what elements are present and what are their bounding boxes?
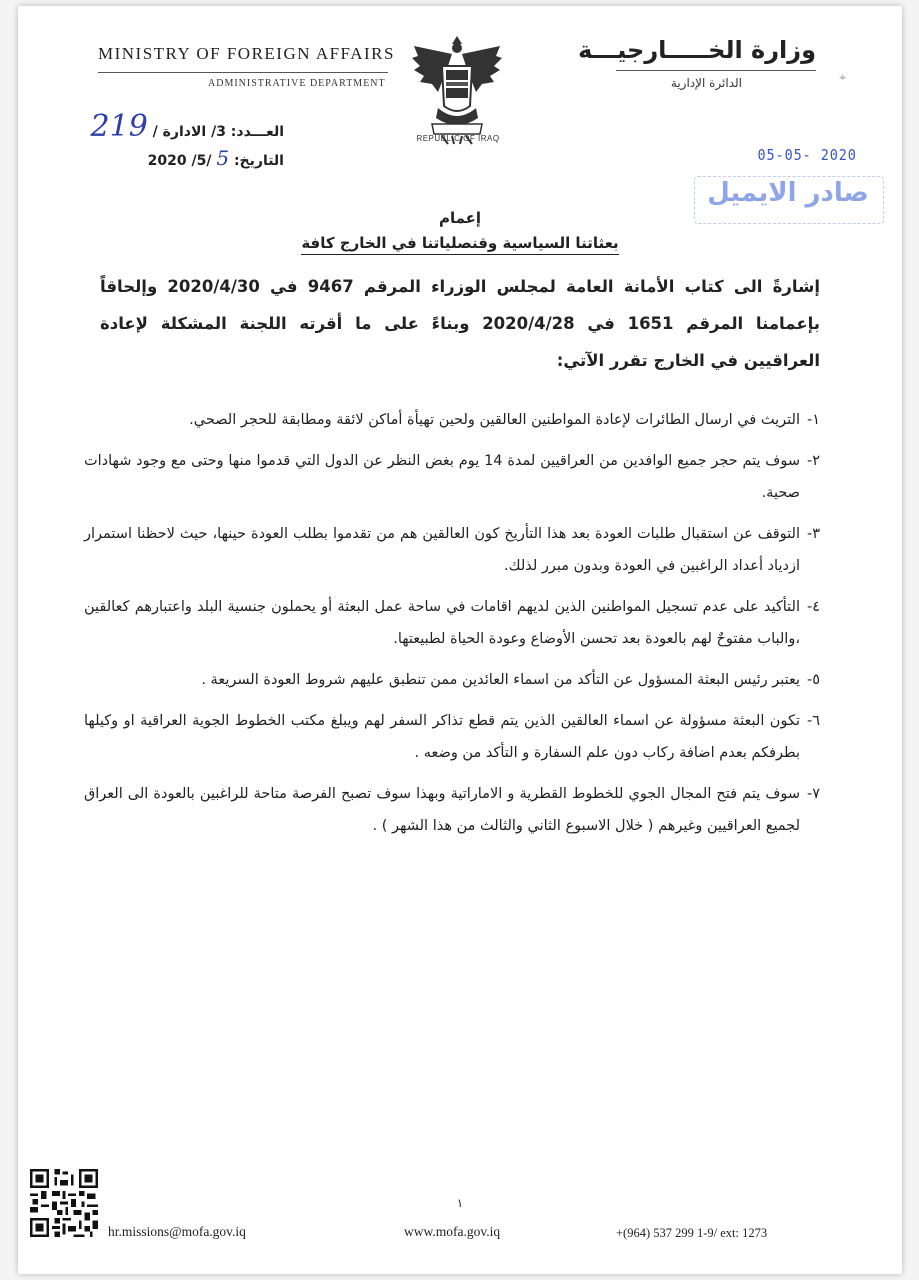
page-number: ١: [456, 1196, 464, 1210]
reference-block: [90, 109, 284, 174]
document-page: [18, 6, 902, 1274]
reference-date-handwritten: 5: [216, 146, 230, 170]
email-stamp-text: صادر الايميل: [707, 178, 869, 208]
emblem-caption: REPUBLIC OF IRAQ: [416, 134, 500, 143]
item-text: سوف يتم حجر جميع الوافدين من العراقيين لمدة 14 يوم بغض النظر عن الدول التي قدموا منها وحتى مع وجود شهادات صحية.: [84, 453, 800, 501]
decision-list: [84, 404, 820, 851]
item-number: ٤-: [806, 599, 820, 615]
header-divider-ar: [616, 70, 816, 71]
ministry-name-en: MINISTRY OF FOREIGN AFFAIRS: [98, 44, 395, 63]
department-name-en: ADMINISTRATIVE DEPARTMENT: [208, 78, 386, 89]
header-divider-en: [98, 72, 388, 73]
intro-paragraph: إشارةً الى كتاب الأمانة العامة لمجلس الوزراء المرقم 9467 في 2020/4/30 وإلحاقاً بإعمامنا المرقم 1651 في 2020/4/28 وبناءً على ما أقرته اللجنة المشكلة لإعادة العراقيين في الخارج تقرر الآتي:: [100, 277, 820, 370]
footer-phone: +(964) 537 299 1-9/ ext: 1273: [616, 1226, 768, 1240]
list-item: [84, 664, 820, 696]
reference-number-handwritten: 219: [90, 109, 148, 144]
item-number: ٢-: [806, 453, 820, 469]
list-item: [84, 445, 820, 509]
footer-email: hr.missions@mofa.gov.iq: [108, 1224, 246, 1239]
item-text: التريث في ارسال الطائرات لإعادة المواطنين العالقين ولحين تهيأة أماكن لائقة ومطابقة للحجر الصحي.: [189, 412, 800, 428]
list-item: [84, 705, 820, 769]
ministry-name-ar: وزارة الخـــــارجيـــة: [578, 36, 816, 64]
item-number: ٣-: [806, 526, 820, 542]
item-text: التأكيد على عدم تسجيل المواطنين الذين لديهم اقامات في ساحة عمل البعثة أو يحملون جنسية البلد واعتبارهم كعالقين ،والباب مفتوحٌ لهم بالعودة بعد تحسن الأوضاع وعودة الحياة لطبيعتها.: [84, 599, 800, 647]
reference-date-label: التاريخ:: [233, 153, 284, 169]
item-text: التوقف عن استقبال طلبات العودة بعد هذا التأريخ كون العالقين هم من تقدموا بطلب العودة حينها، حيث لاحظنا استمرار ازدياد أعداد الراغبين في العودة وبدون مبرر لذلك.: [84, 526, 800, 574]
stamp-date: 05-05- 2020: [757, 146, 857, 164]
list-item: [84, 518, 820, 582]
reference-number: [90, 109, 284, 145]
reference-date: [91, 145, 284, 174]
footer-website: www.mofa.gov.iq: [404, 1224, 501, 1239]
circular-recipients: [18, 234, 902, 252]
qr-code-icon: [30, 1169, 98, 1237]
item-text: يعتبر رئيس البعثة المسؤول عن التأكد من اسماء العائدين ممن تنطبق عليهم شروط العودة السريعة .: [201, 672, 800, 688]
list-item: [84, 591, 820, 655]
list-item: [84, 404, 820, 436]
list-item: [84, 778, 820, 842]
corner-mark-icon: ⌖: [839, 70, 846, 84]
circular-title: إعمام: [438, 209, 482, 227]
reference-number-label: العـــدد: 3/ الادارة /: [152, 124, 284, 140]
department-name-ar: الدائرة الإدارية: [670, 76, 742, 90]
item-number: ٦-: [806, 713, 820, 729]
item-text: سوف يتم فتح المجال الجوي للخطوط القطرية و الاماراتية وبهذا سوف تصبح الفرصة متاحة للراغبين بالعودة الى العراق لجميع العراقيين وغيرهم ( خلال الاسبوع الثاني والثالث من هذا الشهر ) .: [84, 786, 800, 834]
reference-date-rest: /5/ 2020: [147, 153, 212, 169]
item-text: تكون البعثة مسؤولة عن اسماء العالقين الذين يتم قطع تذاكر السفر لهم ويبلغ مكتب الخطوط الجوية العراقية او وكيلها بطرفكم بعدم اضافة ركاب دون علم السفارة و التأكد من وضعه .: [84, 713, 800, 761]
circular-recipients-text: بعثاتنا السياسية وقنصلياتنا في الخارج كافة: [301, 234, 618, 255]
item-number: ٥-: [806, 672, 820, 688]
item-number: ١-: [806, 412, 820, 428]
item-number: ٧-: [806, 786, 820, 802]
